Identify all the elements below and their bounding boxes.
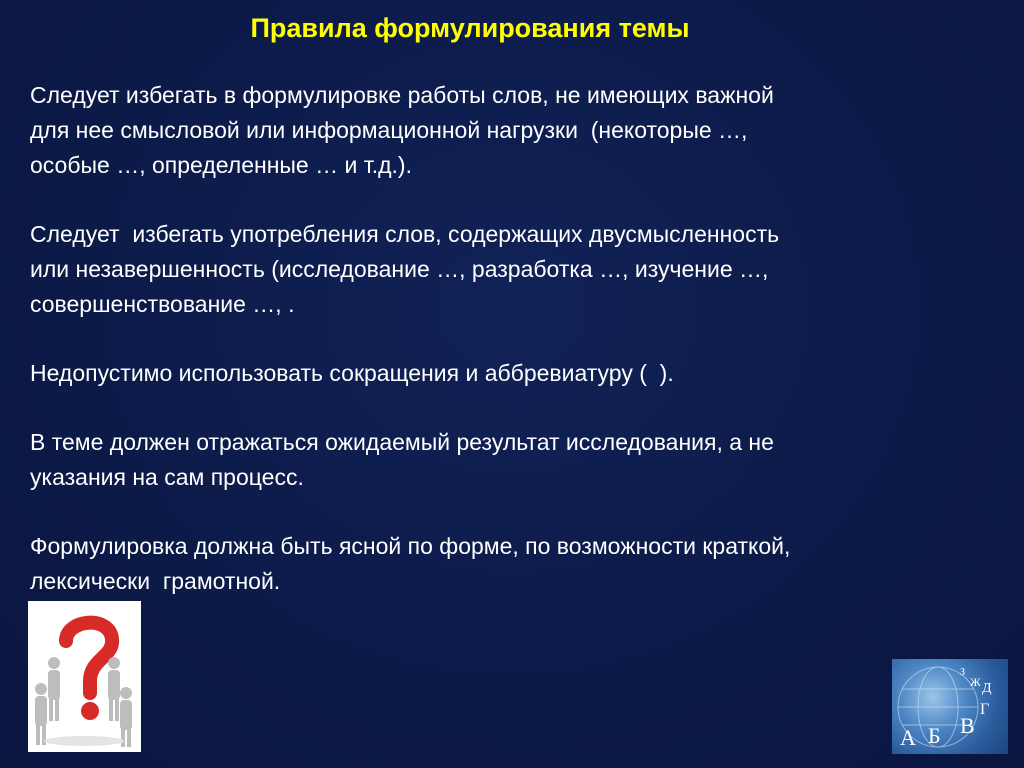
paragraph-2: Следует избегать употребления слов, содержащих двусмысленность или незавершенность (исследование …, разработка …, изучение …, совершенствование …, . <box>30 221 780 317</box>
logo-letter-z: З <box>960 667 966 678</box>
logo-letter-v: В <box>960 713 975 738</box>
logo-letter-zh: Ж <box>970 675 981 689</box>
paragraph-4: В теме должен отражаться ожидаемый результат исследования, а не указания на сам процесс. <box>30 429 774 490</box>
slide-body <box>30 78 990 633</box>
logo-letter-a: А <box>900 725 916 750</box>
people-question-mark-icon <box>28 601 141 752</box>
alphabet-globe-logo-icon <box>892 659 1008 754</box>
paragraph-5: Формулировка должна быть ясной по форме, по возможности краткой, лексически грамотной. <box>30 533 791 594</box>
paragraph-1: Следует избегать в формулировке работы слов, не имеющих важной для нее смысловой или информационной нагрузки (некоторые …, особые …, определенные … и т.д.). <box>30 82 774 178</box>
logo-letter-d: Д <box>982 681 992 696</box>
logo-letter-g: Г <box>980 701 990 718</box>
slide-title: Правила формулирования темы <box>250 13 690 43</box>
paragraph-3: Недопустимо использовать сокращения и аббревиатуру ( ). <box>30 360 674 386</box>
logo-letter-b: Б <box>928 723 941 748</box>
